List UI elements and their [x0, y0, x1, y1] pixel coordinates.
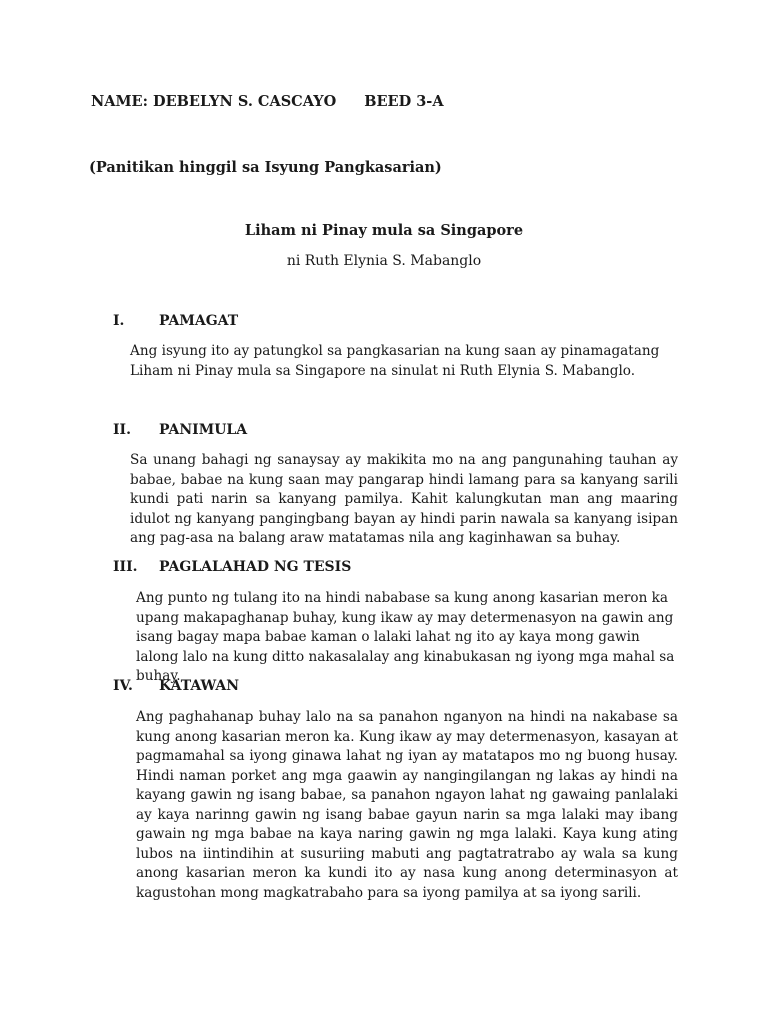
section-body: Ang paghahanap buhay lalo na sa panahon nganyon na hindi na nakabase sa kung anong kasarian meron ka. Kung ikaw ay may determenasyon, kasayan at pagmamahal sa iyong ginawa lahat ng iyan ay matatapos mo ng buong husay. Hindi naman porket ang mga gaawin ay nangingilangan ng lakas ay hindi na kayang gawin ng isang babae, sa panahon ngayon lahat ng gawaing panlalaki ay kaya narinng gawin ng isang babae gayun narin sa mga lalaki may ibang gawain ng mga babae na kaya naring gawin ng mga lalaki. Kaya kung ating lubos na iintindihin at susuriing mabuti ang pagtatratrabo ay wala sa kung anong kasarian meron ka kundi ito ay nasa kung anong determinasyon at kagustohan mong magkatrabaho para sa iyong pamilya at sa iyong sarili. — [136, 709, 678, 901]
section-heading: PAMAGAT — [159, 313, 239, 329]
poem-title: Liham ni Pinay mula sa Singapore — [244, 222, 524, 239]
section-number: III. — [113, 559, 138, 575]
student-course: BEED 3-A — [364, 93, 444, 110]
student-header — [91, 93, 444, 110]
document-subject: (Panitikan hinggil sa Isyung Pangkasarian) — [89, 159, 442, 176]
poem-author: ni Ruth Elynia S. Mabanglo — [286, 253, 482, 269]
section-number: II. — [113, 422, 131, 438]
section-heading: KATAWAN — [159, 678, 240, 694]
section-heading: PAGLALAHAD NG TESIS — [159, 559, 352, 575]
section-number: I. — [113, 313, 125, 329]
section-body: Ang punto ng tulang ito na hindi nababase sa kung anong kasarian meron ka upang makapaghanap buhay, kung ikaw ay may determenasyon na gawin ang isang bagay mapa babae kaman o lalaki lahat ng ito ay kaya mong gawin lalong lalo na kung ditto nakasalalay ang kinabukasan ng iyong mga mahal sa buhay. — [136, 590, 675, 684]
section-heading: PANIMULA — [159, 422, 248, 438]
section-number: IV. — [113, 678, 133, 694]
section-body: Ang isyung ito ay patungkol sa pangkasarian na kung saan ay pinamagatang Liham ni Pinay mula sa Singapore na sinulat ni Ruth Elynia S. Mabanglo. — [130, 343, 660, 379]
student-name: NAME: DEBELYN S. CASCAYO — [91, 93, 337, 110]
section-body: Sa unang bahagi ng sanaysay ay makikita mo na ang pangunahing tauhan ay babae, babae na kung saan may pangarap hindi lamang para sa kanyang sarili kundi pati narin sa kanyang pamilya. Kahit kalungkutan man ang maaring idulot ng kanyang pangingbang bayan ay hindi parin nawala sa kanyang isipan ang pag-asa na balang araw matatamas nila ang kaginhawan sa buhay. — [130, 452, 678, 546]
